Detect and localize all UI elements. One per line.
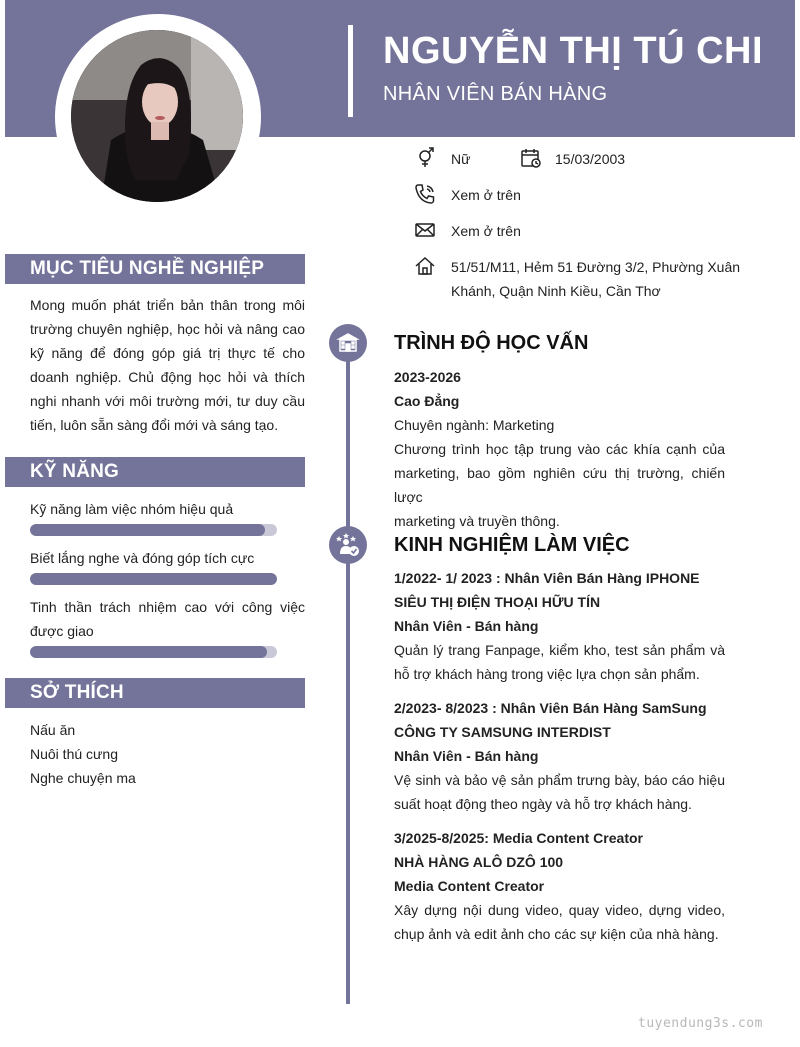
job-desc-line: chụp ảnh và edit ảnh cho các sự kiện của nhà hàng. (394, 926, 719, 942)
job-role: Nhân Viên - Bán hàng (394, 618, 539, 634)
skill-label-line: Tinh thần trách nhiệm cao với công việc (30, 599, 305, 615)
contact-email (414, 219, 521, 243)
job-role: Media Content Creator (394, 878, 545, 894)
job-desc-line: Xây dựng nội dung video, quay video, dựng video, (394, 902, 725, 918)
home-icon (414, 255, 436, 277)
skill-bar-track (30, 646, 277, 658)
job-heading: 2/2023- 8/2023 : Nhân Viên Bán Hàng SamSung (394, 700, 707, 716)
address-value (451, 255, 740, 303)
watermark: tuyendung3s.com (638, 1016, 763, 1031)
job-desc-line: suất hoạt động theo ngày và hỗ trợ khách hàng. (394, 796, 692, 812)
candidate-job-title: NHÂN VIÊN BÁN HÀNG (383, 83, 608, 105)
experience-heading: KINH NGHIỆM LÀM VIỆC (394, 534, 630, 556)
contact-phone (414, 183, 521, 207)
objective-line: nghi nhanh với môi trường mới, tư duy cầu (30, 393, 305, 409)
skill-label: Kỹ năng làm việc nhóm hiệu quả (30, 501, 234, 517)
job-desc-line: Quản lý trang Fanpage, kiểm kho, test sản phẩm và (394, 642, 725, 658)
skill-label: Biết lắng nghe và đóng góp tích cực (30, 550, 255, 566)
education-period: 2023-2026 (394, 369, 461, 385)
objective-line: Mong muốn phát triển bản thân trong môi (30, 297, 305, 313)
skill-bar-track (30, 573, 277, 585)
job-description (394, 638, 725, 686)
job-company: CÔNG TY SAMSUNG INTERDIST (394, 724, 611, 740)
dob-value: 15/03/2003 (555, 151, 626, 167)
phone-value: Xem ở trên (451, 187, 521, 203)
skill-label (30, 595, 305, 643)
school-icon (329, 324, 367, 362)
education-desc-line: marketing và truyền thông. (394, 513, 560, 529)
email-value: Xem ở trên (451, 223, 521, 239)
objective-line: tiến, luôn sẵn sàng đổi mới và sáng tạo. (30, 417, 279, 433)
job-desc-line: Vệ sinh và bảo vệ sản phẩm trưng bày, báo cáo hiệu (394, 772, 725, 788)
avatar-photo (71, 30, 243, 202)
timeline-line (346, 330, 350, 1004)
objective-line: doanh nghiệp. Chủ động học hỏi và thích (30, 369, 305, 385)
address-line-2: Khánh, Quận Ninh Kiều, Cần Thơ (451, 283, 661, 299)
objective-heading: MỤC TIÊU NGHỀ NGHIỆP (5, 254, 305, 284)
education-heading: TRÌNH ĐỘ HỌC VẤN (394, 332, 589, 354)
gender-value: Nữ (451, 151, 471, 167)
skill-bar-fill (30, 646, 267, 658)
mail-icon (414, 219, 436, 241)
education-degree: Cao Đẳng (394, 393, 460, 409)
name-divider (348, 25, 353, 117)
objective-line: trường chuyên nghiệp, học hỏi và nâng cao (30, 321, 305, 337)
candidate-name: NGUYỄN THỊ TÚ CHI (383, 30, 764, 72)
gender-icon (414, 147, 436, 169)
job-role: Nhân Viên - Bán hàng (394, 748, 539, 764)
contact-dob (520, 147, 625, 171)
contact-address (414, 255, 740, 303)
hobby-item: Nuôi thú cưng (30, 746, 118, 762)
job-company: NHÀ HÀNG ALÔ DZÔ 100 (394, 854, 564, 870)
avatar (71, 30, 243, 202)
skill-bar-fill (30, 524, 265, 536)
job-company: SIÊU THỊ ĐIỆN THOẠI HỮU TÍN (394, 594, 601, 610)
education-desc-line: Chương trình học tập trung vào các khía cạnh của (394, 441, 725, 457)
hobby-item: Nấu ăn (30, 722, 76, 738)
job-description (394, 768, 725, 816)
job-desc-line: hỗ trợ khách hàng trong việc lựa chọn sản phẩm. (394, 666, 700, 682)
skill-label-line: được giao (30, 623, 94, 639)
skill-bar-track (30, 524, 277, 536)
job-heading: 1/2022- 1/ 2023 : Nhân Viên Bán Hàng IPHONE (394, 570, 700, 586)
contact-gender (414, 147, 470, 171)
education-desc-line: marketing, bao gồm nghiên cứu thị trường, chiến lược (394, 465, 725, 505)
job-description (394, 898, 725, 946)
objective-text (30, 293, 305, 437)
education-major: Chuyên ngành: Marketing (394, 417, 555, 433)
education-description (394, 437, 725, 533)
hobby-item: Nghe chuyện ma (30, 770, 136, 786)
job-heading: 3/2025-8/2025: Media Content Creator (394, 830, 643, 846)
hobbies-heading: SỞ THÍCH (5, 678, 305, 708)
calendar-icon (520, 147, 542, 169)
objective-line: kỹ năng để đóng góp giá trị thực tế cho (30, 345, 305, 361)
phone-icon (414, 183, 436, 205)
skills-heading: KỸ NĂNG (5, 457, 305, 487)
team-award-icon (329, 526, 367, 564)
skill-bar-fill (30, 573, 277, 585)
address-line-1: 51/51/M11, Hẻm 51 Đường 3/2, Phường Xuân (451, 259, 741, 275)
